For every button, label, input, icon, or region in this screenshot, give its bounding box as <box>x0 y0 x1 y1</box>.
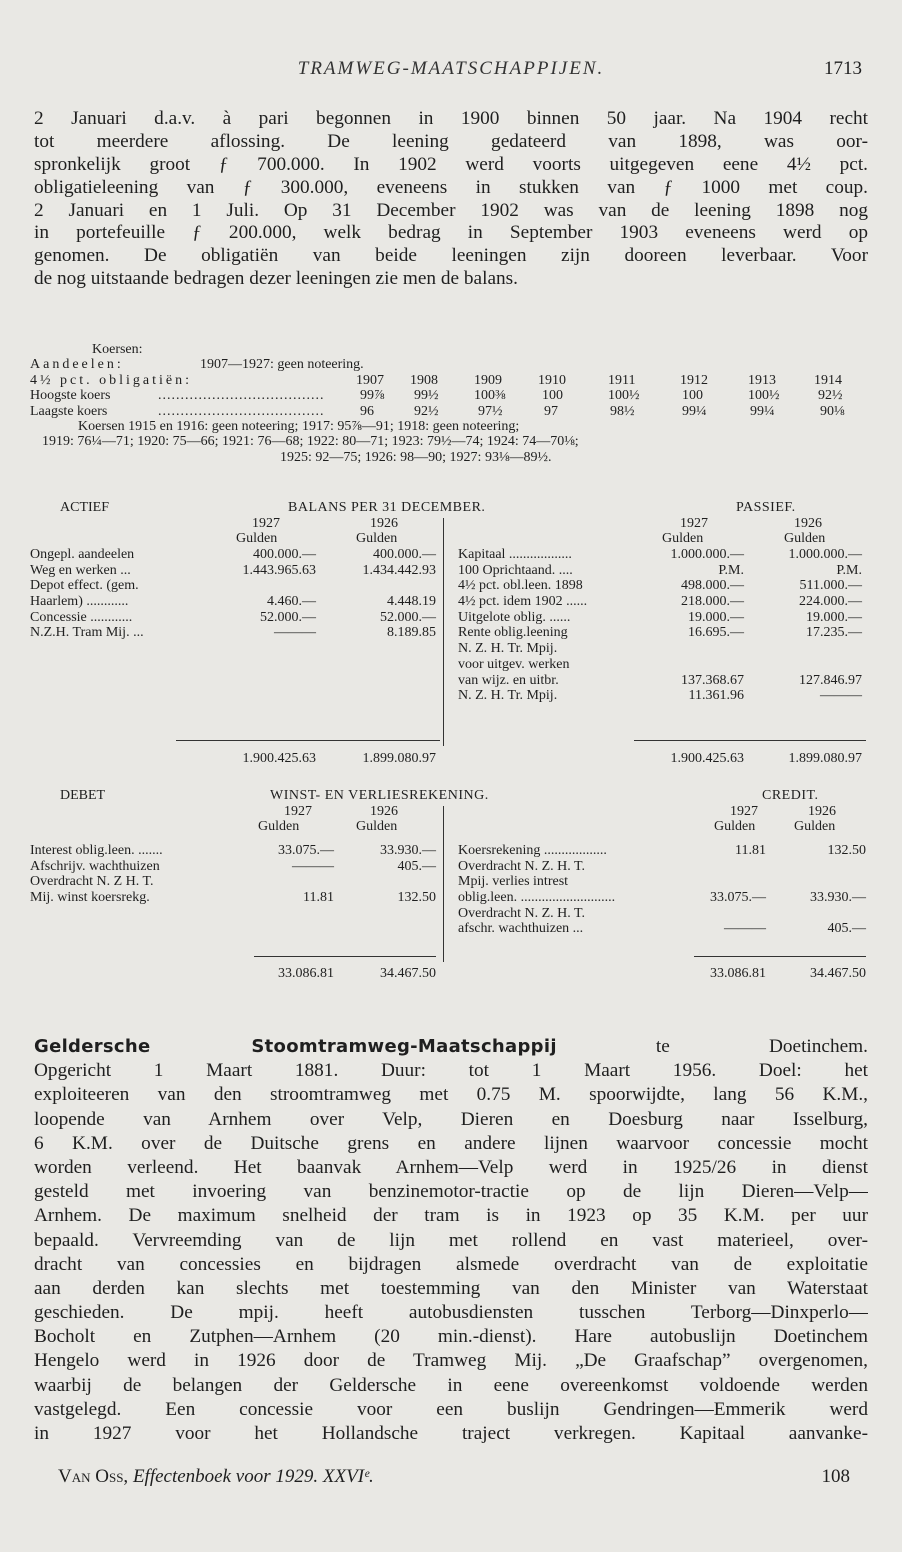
total-rule <box>176 740 440 741</box>
row-label: Mij. winst koersrekg. <box>30 890 150 906</box>
col-unit: Gulden <box>714 819 756 835</box>
value-1926: 1.434.442.93 <box>362 562 436 578</box>
row-label: Uitgelote oblig. ...... <box>458 609 571 625</box>
intro-paragraph <box>34 108 868 291</box>
value-1927: 33.075.— <box>710 890 766 906</box>
koers-cell: 100½ <box>748 388 780 404</box>
value-1927: 4.460.— <box>267 594 316 610</box>
koersen-years-row <box>30 373 872 388</box>
row-label: Koersrekening .................. <box>458 843 607 858</box>
value-1927: 16.695.— <box>688 625 744 641</box>
hoogste-row: Hoogste koers ..................................... 99⅞ 99½ 100⅜ 100 100½ 100 100½ 92½ <box>30 388 843 404</box>
col-unit: Gulden <box>258 819 300 835</box>
table-row <box>450 859 872 875</box>
table-row <box>30 890 450 906</box>
running-header <box>0 58 902 88</box>
table-row <box>30 578 450 594</box>
col-unit: Gulden <box>236 531 278 547</box>
koers-cell: 90⅛ <box>820 403 845 419</box>
company-line: Geldersche Stoomtramweg-Maatschappij te Doetinchem. <box>34 1036 868 1057</box>
total-rule <box>634 740 866 741</box>
balans-title: BALANS PER 31 DECEMBER. <box>288 500 486 515</box>
year-cell: 1911 <box>608 372 636 388</box>
table-row <box>450 921 872 937</box>
value-1926: 400.000.— <box>373 547 436 562</box>
value-1926: 511.000.— <box>799 578 862 594</box>
value-1927: ——— <box>292 858 334 874</box>
table-row <box>450 563 872 579</box>
koers-cell: 92½ <box>818 388 843 404</box>
passief-title: PASSIEF. <box>736 500 796 515</box>
winst-title: WINST- EN VERLIESREKENING. <box>270 788 489 803</box>
page-footer <box>34 1466 868 1492</box>
text-line: dracht van concessies en bijdragen alsmede overdracht van de exploitatie <box>34 1253 868 1275</box>
row-label: N. Z. H. Tr. Mpij. <box>458 688 558 704</box>
table-row <box>450 906 872 922</box>
table-row <box>30 843 450 859</box>
koers-cell: 99¼ <box>682 403 707 419</box>
value-1927: 33.075.— <box>278 843 334 858</box>
value-1926: 19.000.— <box>806 609 862 625</box>
value-1926: 52.000.— <box>380 609 436 625</box>
table-row <box>30 874 450 890</box>
hoogste-label: Hoogste koers <box>30 388 111 404</box>
row-label: Rente oblig.leening <box>458 625 568 641</box>
value-1926: 1.000.000.— <box>788 547 862 562</box>
table-row <box>450 843 872 859</box>
total-value: 34.467.50 <box>380 966 436 981</box>
value-1926: 127.846.97 <box>799 672 862 688</box>
table-row <box>450 625 872 641</box>
total-value: 1.899.080.97 <box>788 751 862 766</box>
total-value: 1.900.425.63 <box>242 751 316 766</box>
table-row <box>30 610 450 626</box>
column-divider <box>443 806 444 962</box>
row-label: Overdracht N. Z. H. T. <box>458 905 585 921</box>
text-line: in portefeuille ƒ 200.000, welk bedrag in September 1903 eveneens werd op <box>34 222 868 244</box>
year-cell: 1913 <box>748 372 776 388</box>
text-line: waarbij de belangen der Geldersche in eene overeenkomst voldoende werden <box>34 1374 868 1396</box>
actief-rows <box>30 547 450 641</box>
table-row <box>30 859 450 875</box>
year-cell: 1908 <box>410 372 438 388</box>
koersen-heading: Koersen: <box>92 342 143 357</box>
col-year: 1927 <box>252 515 280 531</box>
row-label: van wijz. en uitbr. <box>458 672 559 688</box>
value-1926: 8.189.85 <box>387 625 436 641</box>
col-year: 1926 <box>370 803 398 819</box>
value-1926: 33.930.— <box>380 843 436 858</box>
koers-cell: 99⅞ <box>360 388 385 404</box>
col-year: 1926 <box>794 515 822 531</box>
page-number: 1713 <box>824 58 862 79</box>
row-label: 4½ pct. idem 1902 ...... <box>458 594 588 610</box>
row-label: afschr. wachthuizen ... <box>458 921 584 937</box>
value-1927: 498.000.— <box>681 578 744 594</box>
text-line: aan derden kan slechts met toestemming van den Minister van Waterstaat <box>34 1277 868 1299</box>
table-row <box>450 890 872 906</box>
row-label: Concessie ............ <box>30 609 133 625</box>
value-1927: 400.000.— <box>253 547 316 562</box>
text-line: bepaald. Vervreemding van de lijn met rollend en vast materieel, over- <box>34 1229 868 1251</box>
koers-cell: 99¼ <box>750 403 775 419</box>
value-1926: 405.— <box>827 921 866 937</box>
year-cell: 1910 <box>538 372 566 388</box>
footer-page-number: 108 <box>821 1466 850 1487</box>
column-divider <box>443 518 444 746</box>
table-row <box>30 563 450 579</box>
text-line: vastgelegd. Een concessie voor een buslijn Gendringen—Emmerik werd <box>34 1398 868 1420</box>
row-label: voor uitgev. werken <box>458 656 570 672</box>
text-line: worden verleend. Het baanvak Arnhem—Velp werd in 1925/26 in dienst <box>34 1156 868 1178</box>
text-line: loopende van Arnhem over Velp, Dieren en Doesburg naar Isselburg, <box>34 1108 868 1130</box>
text-line: Bocholt en Zutphen—Arnhem (20 min.-dienst). Hare autobuslijn Doetinchem <box>34 1326 868 1348</box>
row-label: Kapitaal .................. <box>458 547 572 562</box>
value-1926: ——— <box>820 688 862 704</box>
aandeelen-label: Aandeelen: <box>30 357 124 373</box>
value-1926: 132.50 <box>827 843 866 858</box>
debet-title: DEBET <box>60 788 106 803</box>
koers-cell: 97½ <box>478 403 503 419</box>
row-label: 100 Oprichtaand. .... <box>458 562 573 578</box>
table-row <box>450 688 872 704</box>
credit-title: CREDIT. <box>762 788 819 803</box>
total-value: 1.900.425.63 <box>670 751 744 766</box>
table-row <box>450 673 872 689</box>
col-unit: Gulden <box>662 531 704 547</box>
laagste-label: Laagste koers <box>30 403 108 419</box>
total-value: 1.899.080.97 <box>362 751 436 766</box>
value-1927: 1.000.000.— <box>670 547 744 562</box>
row-label: N. Z. H. Tr. Mpij. <box>458 641 558 657</box>
table-row <box>30 594 450 610</box>
value-1927: 218.000.— <box>681 594 744 610</box>
row-label: 4½ pct. obl.leen. 1898 <box>458 578 583 594</box>
balans-table <box>30 500 872 780</box>
footer-source: Van Oss, Effectenboek voor 1929. XXVIᵉ. <box>58 1466 374 1487</box>
value-1926: 224.000.— <box>799 594 862 610</box>
row-label: Depot effect. (gem. <box>30 578 139 594</box>
value-1927: 11.81 <box>303 890 334 906</box>
table-row <box>450 594 872 610</box>
koersen-note: 1925: 92—75; 1926: 98—90; 1927: 93⅛—89½. <box>280 449 552 465</box>
actief-title: ACTIEF <box>60 500 109 515</box>
koersen-note: 1919: 76¼—71; 1920: 75—66; 1921: 76—68; 1922: 80—71; 1923: 79½—74; 1924: 74—70⅛; <box>42 434 579 450</box>
text-line: geschieden. De mpij. heeft autobusdiensten tusschen Terborg—Dinxperlo— <box>34 1302 868 1324</box>
col-year: 1926 <box>370 515 398 531</box>
year-cell: 1909 <box>474 372 502 388</box>
koers-cell: 100½ <box>608 388 640 404</box>
value-1926: 4.448.19 <box>387 594 436 610</box>
row-label: Mpij. verlies intrest <box>458 874 569 890</box>
koers-cell: 97 <box>544 403 558 419</box>
koers-cell: 99½ <box>414 388 439 404</box>
text-line: Arnhem. De maximum snelheid der tram is in 1923 op 35 K.M. per uur <box>34 1205 868 1227</box>
value-1927: ——— <box>274 625 316 641</box>
row-label: Weg en werken ... <box>30 562 131 578</box>
col-year: 1927 <box>284 803 312 819</box>
koers-cell: 92½ <box>414 403 439 419</box>
row-label: Interest oblig.leen. ....... <box>30 843 163 858</box>
geldersche-paragraph <box>34 1035 868 1446</box>
text-line: exploiteeren van den stroomtramweg met 0.75 M. spoorwijdte, lang 56 K.M., <box>34 1084 868 1106</box>
credit-rows <box>450 843 872 937</box>
total-rule <box>254 956 436 957</box>
value-1927: 19.000.— <box>688 609 744 625</box>
obligaties-label: 4½ pct. obligatiën: <box>30 372 192 388</box>
total-value: 34.467.50 <box>810 966 866 981</box>
table-row <box>30 625 450 641</box>
col-unit: Gulden <box>356 819 398 835</box>
row-label: N.Z.H. Tram Mij. ... <box>30 625 144 641</box>
col-year: 1926 <box>808 803 836 819</box>
year-cell: 1914 <box>814 372 842 388</box>
value-1926: 17.235.— <box>806 625 862 641</box>
text-line: Hengelo werd in 1926 door de Tramweg Mij. „De Graafschap” overgenomen, <box>34 1350 868 1372</box>
text-line: 2 Januari d.a.v. à pari begonnen in 1900 binnen 50 jaar. Na 1904 recht <box>34 108 868 129</box>
text-line: tot meerdere aflossing. De leening gedateerd van 1898, was oor- <box>34 130 868 152</box>
table-row <box>450 610 872 626</box>
value-1927: P.M. <box>718 562 744 578</box>
text-line: Opgericht 1 Maart 1881. Duur: tot 1 Maart 1956. Doel: het <box>34 1060 868 1082</box>
col-unit: Gulden <box>794 819 836 835</box>
table-row <box>450 874 872 890</box>
running-title: TRAMWEG-MAATSCHAPPIJEN. <box>297 58 605 79</box>
table-row <box>450 641 872 657</box>
total-rule <box>694 956 866 957</box>
text-line: gesteld met invoering van benzinemotor-tractie op de lijn Dieren—Velp— <box>34 1181 868 1203</box>
value-1927: 1.443.965.63 <box>242 562 316 578</box>
row-label: Overdracht N. Z. H. T. <box>458 858 585 874</box>
value-1927: 52.000.— <box>260 609 316 625</box>
winst-table <box>30 788 872 988</box>
laagste-row: Laagste koers ..................................... 96 92½ 97½ 97 98½ 99¼ 99¼ 90⅛ <box>30 403 845 419</box>
year-cell: 1907 <box>356 372 384 388</box>
debet-rows <box>30 843 450 906</box>
text-line: 2 Januari en 1 Juli. Op 31 December 1902 was van de leening 1898 nog <box>34 199 868 221</box>
year-cell: 1912 <box>680 372 708 388</box>
text-line: de nog uitstaande bedragen dezer leeningen zie men de balans. <box>34 268 518 290</box>
value-1927: 11.361.96 <box>688 688 744 704</box>
table-row <box>450 657 872 673</box>
table-row <box>450 547 872 563</box>
row-label: oblig.leen. ........................... <box>458 890 616 906</box>
text-line: in 1927 voor het Hollandsche traject verkregen. Kapitaal aanvanke- <box>34 1423 868 1444</box>
koersen-note: Koersen 1915 en 1916: geen noteering; 1917: 95⅞—91; 1918: geen noteering; <box>78 418 520 434</box>
company-name: Geldersche Stoomtramweg-Maatschappij <box>34 1036 557 1057</box>
value-1927: 137.368.67 <box>681 672 744 688</box>
aandeelen-text: 1907—1927: geen noteering. <box>200 357 364 373</box>
koers-cell: 100⅜ <box>474 388 506 404</box>
koers-cell: 100 <box>542 388 563 404</box>
text-line: 6 K.M. over de Duitsche grens en andere lijnen waarvoor concessie mocht <box>34 1132 868 1154</box>
total-value: 33.086.81 <box>278 966 334 981</box>
text-line: genomen. De obligatiën van beide leeningen zijn dooreen leverbaar. Voor <box>34 245 868 267</box>
col-year: 1927 <box>680 515 708 531</box>
col-year: 1927 <box>730 803 758 819</box>
value-1926: P.M. <box>836 562 862 578</box>
koers-cell: 98½ <box>610 403 635 419</box>
koers-cell: 96 <box>360 403 374 419</box>
table-row <box>30 547 450 563</box>
row-label: Haarlem) ............ <box>30 594 129 610</box>
col-unit: Gulden <box>356 531 398 547</box>
koers-cell: 100 <box>682 388 703 404</box>
value-1927: 11.81 <box>735 843 766 858</box>
passief-rows <box>450 547 872 704</box>
col-unit: Gulden <box>784 531 826 547</box>
row-label: Ongepl. aandeelen <box>30 547 135 562</box>
koersen-section <box>30 342 872 465</box>
value-1926: 33.930.— <box>810 890 866 906</box>
text-line: spronkelijk groot ƒ 700.000. In 1902 werd voorts uitgegeven eene 4½ pct. <box>34 153 868 175</box>
value-1926: 132.50 <box>397 890 436 906</box>
value-1927: ——— <box>724 921 766 937</box>
row-label: Overdracht N. Z H. T. <box>30 874 154 890</box>
text-line: obligatieleening van ƒ 300.000, eveneens in stukken van ƒ 1000 met coup. <box>34 176 868 198</box>
row-label: Afschrijv. wachthuizen <box>30 858 160 874</box>
table-row <box>450 578 872 594</box>
value-1926: 405.— <box>397 858 436 874</box>
total-value: 33.086.81 <box>710 966 766 981</box>
